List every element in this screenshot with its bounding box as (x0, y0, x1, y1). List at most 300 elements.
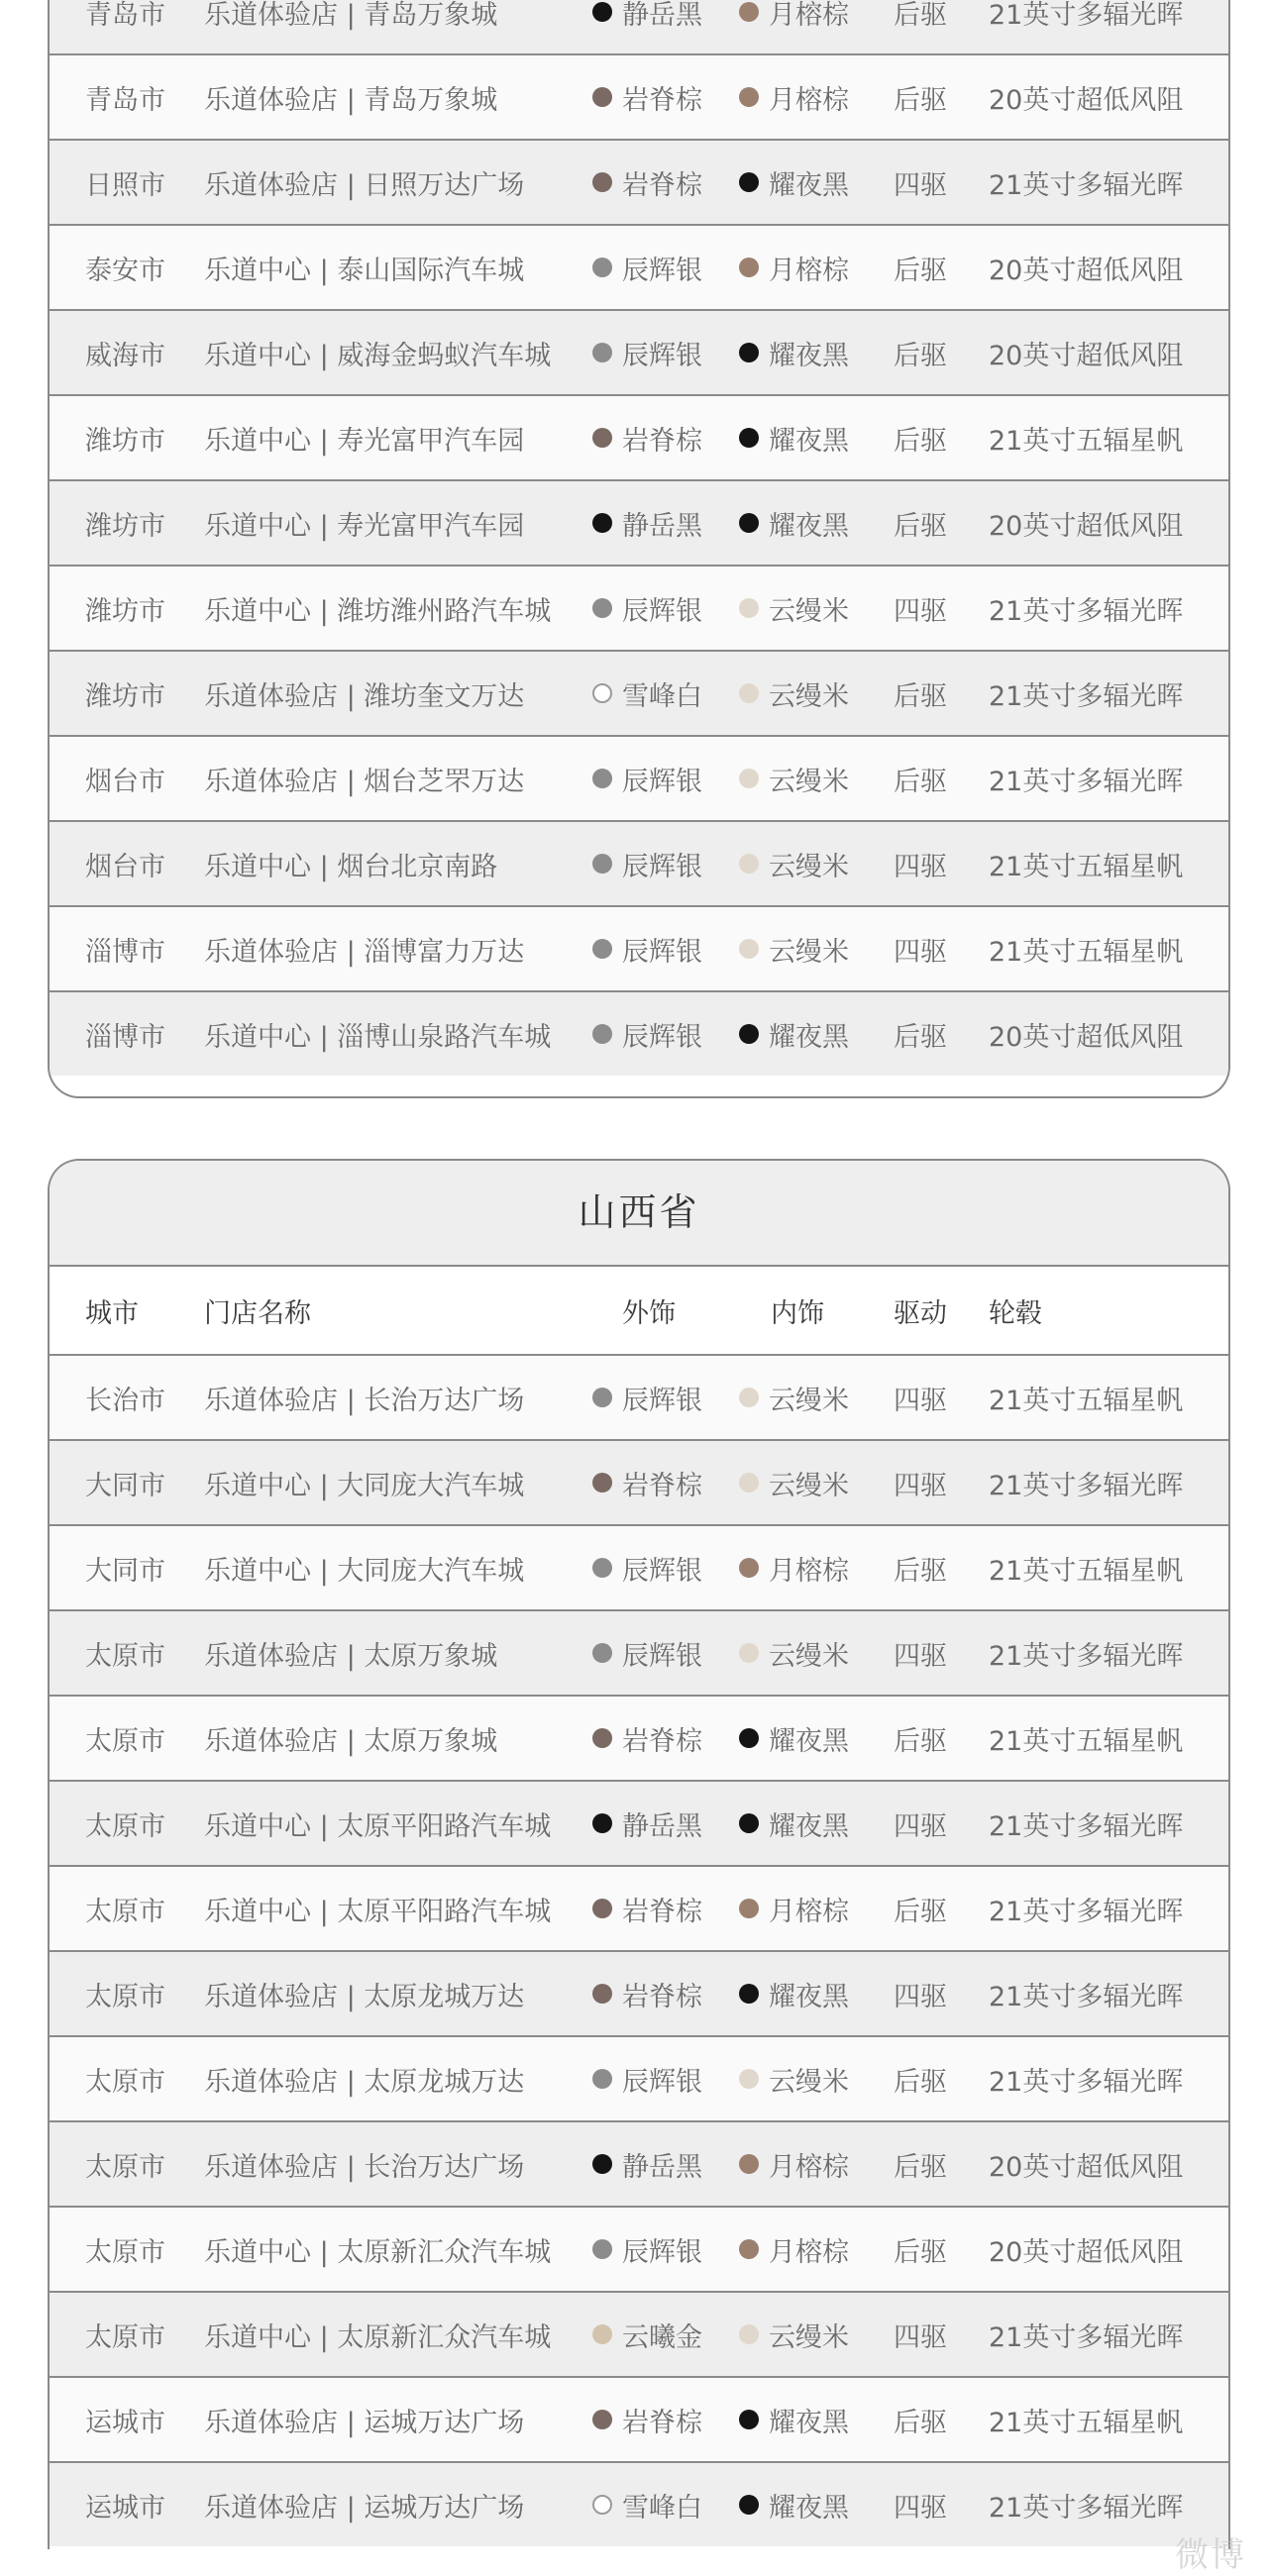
shanxi-table-card (48, 1159, 1230, 2549)
table-row (50, 1867, 1228, 1952)
cell-wheel: 20英寸超低风阻 (989, 510, 1184, 542)
cell-exterior (592, 2208, 702, 2291)
cell-drive: 四驱 (894, 1385, 947, 1416)
cell-city: 太原市 (85, 2066, 165, 2098)
cell-interior (739, 567, 849, 650)
table-row (50, 141, 1228, 226)
cell-interior-label: 月榕棕 (769, 0, 849, 31)
cell-interior (739, 0, 849, 53)
cell-interior-label: 云缦米 (769, 2066, 849, 2098)
cell-city: 长治市 (85, 1385, 165, 1416)
color-swatch (739, 1558, 759, 1578)
cell-interior-label: 耀夜黑 (769, 510, 849, 542)
cell-wheel: 21英寸五辐星帆 (989, 2407, 1184, 2438)
cell-drive: 后驱 (894, 84, 947, 116)
cell-interior-label: 耀夜黑 (769, 2407, 849, 2438)
cell-exterior (592, 652, 702, 735)
cell-drive: 后驱 (894, 2407, 947, 2438)
cell-interior (739, 2463, 849, 2546)
table-row (50, 2037, 1228, 2122)
cell-store: 乐道中心 | 太原新汇众汽车城 (204, 2321, 552, 2353)
cell-store: 乐道体验店 | 长治万达广场 (204, 2151, 525, 2183)
cell-wheel: 21英寸多辐光晖 (989, 1981, 1184, 2012)
table-row (50, 226, 1228, 311)
cell-exterior-label: 辰辉银 (622, 1385, 702, 1416)
cell-store: 乐道中心 | 烟台北京南路 (204, 851, 498, 882)
cell-city: 太原市 (85, 1810, 165, 1842)
color-swatch (739, 2410, 759, 2429)
cell-wheel: 21英寸多辐光晖 (989, 680, 1184, 712)
cell-interior (739, 1867, 849, 1950)
table-row (50, 0, 1228, 55)
cell-drive: 四驱 (894, 2492, 947, 2524)
cell-drive: 后驱 (894, 1896, 947, 1927)
cell-drive: 后驱 (894, 510, 947, 542)
color-swatch (739, 513, 759, 533)
color-swatch (592, 1813, 612, 1833)
watermark: 微博 (1175, 2535, 1246, 2575)
cell-store: 乐道中心 | 寿光富甲汽车园 (204, 425, 525, 457)
cell-store: 乐道中心 | 潍坊潍州路汽车城 (204, 595, 552, 627)
cell-interior-label: 云缦米 (769, 851, 849, 882)
color-swatch (592, 258, 612, 277)
cell-city: 淄博市 (85, 1021, 165, 1053)
cell-interior (739, 1526, 849, 1609)
color-swatch (592, 2410, 612, 2429)
cell-wheel: 20英寸超低风阻 (989, 2151, 1184, 2183)
table-header-row (50, 1267, 1228, 1356)
cell-exterior-label: 岩脊棕 (622, 1981, 702, 2012)
cell-exterior-label: 辰辉银 (622, 851, 702, 882)
cell-interior-label: 月榕棕 (769, 84, 849, 116)
color-swatch (739, 2495, 759, 2515)
table-row (50, 1356, 1228, 1441)
cell-interior-label: 耀夜黑 (769, 1725, 849, 1757)
cell-exterior (592, 2463, 702, 2546)
header-wheel: 轮毂 (989, 1297, 1042, 1329)
cell-wheel: 21英寸五辐星帆 (989, 1555, 1184, 1587)
cell-interior (739, 396, 849, 479)
cell-store: 乐道体验店 | 潍坊奎文万达 (204, 680, 525, 712)
cell-interior (739, 55, 849, 139)
cell-wheel: 20英寸超低风阻 (989, 255, 1184, 286)
cell-drive: 四驱 (894, 1981, 947, 2012)
cell-exterior (592, 2122, 702, 2206)
shandong-rows (50, 0, 1228, 1076)
color-swatch (592, 1643, 612, 1663)
cell-exterior-label: 岩脊棕 (622, 84, 702, 116)
color-swatch (592, 428, 612, 448)
cell-city: 青岛市 (85, 84, 165, 116)
cell-store: 乐道中心 | 太原平阳路汽车城 (204, 1896, 552, 1927)
color-swatch (739, 854, 759, 874)
color-swatch (592, 769, 612, 788)
color-swatch (592, 1558, 612, 1578)
cell-drive: 四驱 (894, 936, 947, 968)
color-swatch (592, 2324, 612, 2344)
cell-drive: 后驱 (894, 255, 947, 286)
color-swatch (592, 343, 612, 362)
cell-exterior-label: 辰辉银 (622, 1021, 702, 1053)
cell-interior-label: 云缦米 (769, 766, 849, 797)
cell-exterior (592, 992, 702, 1076)
color-swatch (739, 939, 759, 959)
cell-interior-label: 耀夜黑 (769, 1810, 849, 1842)
cell-exterior (592, 55, 702, 139)
cell-store: 乐道体验店 | 长治万达广场 (204, 1385, 525, 1416)
cell-wheel: 20英寸超低风阻 (989, 84, 1184, 116)
cell-wheel: 21英寸多辐光晖 (989, 2066, 1184, 2098)
cell-store: 乐道体验店 | 青岛万象城 (204, 0, 498, 31)
table-row (50, 2122, 1228, 2208)
color-swatch (739, 1388, 759, 1407)
cell-drive: 后驱 (894, 766, 947, 797)
cell-drive: 四驱 (894, 851, 947, 882)
cell-store: 乐道中心 | 大同庞大汽车城 (204, 1470, 525, 1501)
cell-drive: 四驱 (894, 169, 947, 201)
cell-exterior (592, 907, 702, 990)
color-swatch (592, 172, 612, 192)
color-swatch (739, 1813, 759, 1833)
cell-drive: 后驱 (894, 2236, 947, 2268)
cell-interior (739, 141, 849, 224)
color-swatch (592, 1024, 612, 1044)
table-row (50, 2208, 1228, 2293)
cell-wheel: 21英寸多辐光晖 (989, 1810, 1184, 1842)
cell-store: 乐道体验店 | 太原万象城 (204, 1725, 498, 1757)
cell-wheel: 21英寸多辐光晖 (989, 1470, 1184, 1501)
cell-wheel: 21英寸五辐星帆 (989, 1385, 1184, 1416)
cell-drive: 四驱 (894, 1810, 947, 1842)
cell-exterior (592, 1867, 702, 1950)
table-row (50, 652, 1228, 737)
cell-exterior (592, 567, 702, 650)
cell-interior-label: 月榕棕 (769, 1555, 849, 1587)
table-row (50, 907, 1228, 992)
cell-store: 乐道中心 | 淄博山泉路汽车城 (204, 1021, 552, 1053)
cell-city: 潍坊市 (85, 680, 165, 712)
color-swatch (739, 1024, 759, 1044)
color-swatch (739, 258, 759, 277)
cell-exterior (592, 822, 702, 905)
color-swatch (739, 2239, 759, 2259)
table-row (50, 1441, 1228, 1526)
cell-drive: 后驱 (894, 0, 947, 31)
cell-drive: 后驱 (894, 2066, 947, 2098)
cell-interior (739, 2293, 849, 2376)
cell-exterior-label: 岩脊棕 (622, 1470, 702, 1501)
cell-city: 潍坊市 (85, 595, 165, 627)
cell-wheel: 20英寸超低风阻 (989, 340, 1184, 371)
table-row (50, 1611, 1228, 1697)
cell-exterior (592, 226, 702, 309)
cell-interior (739, 1356, 849, 1439)
cell-exterior-label: 岩脊棕 (622, 2407, 702, 2438)
color-swatch (592, 2495, 612, 2515)
cell-exterior-label: 岩脊棕 (622, 1896, 702, 1927)
cell-store: 乐道体验店 | 运城万达广场 (204, 2407, 525, 2438)
cell-drive: 后驱 (894, 680, 947, 712)
cell-exterior-label: 静岳黑 (622, 1810, 702, 1842)
color-swatch (739, 1728, 759, 1748)
table-row (50, 992, 1228, 1076)
cell-exterior-label: 辰辉银 (622, 936, 702, 968)
cell-wheel: 21英寸多辐光晖 (989, 169, 1184, 201)
cell-interior (739, 1952, 849, 2035)
cell-interior (739, 652, 849, 735)
cell-city: 烟台市 (85, 766, 165, 797)
cell-interior-label: 云缦米 (769, 1640, 849, 1672)
color-swatch (592, 2154, 612, 2174)
table-row (50, 396, 1228, 481)
shandong-table-card (48, 0, 1230, 1098)
cell-exterior (592, 1697, 702, 1780)
cell-wheel: 21英寸多辐光晖 (989, 1640, 1184, 1672)
color-swatch (739, 769, 759, 788)
cell-interior-label: 月榕棕 (769, 2236, 849, 2268)
cell-interior-label: 月榕棕 (769, 2151, 849, 2183)
cell-exterior (592, 1526, 702, 1609)
cell-wheel: 21英寸多辐光晖 (989, 766, 1184, 797)
cell-exterior (592, 396, 702, 479)
color-swatch (739, 1899, 759, 1918)
cell-wheel: 21英寸五辐星帆 (989, 851, 1184, 882)
cell-wheel: 21英寸多辐光晖 (989, 2492, 1184, 2524)
cell-store: 乐道体验店 | 运城万达广场 (204, 2492, 525, 2524)
cell-drive: 四驱 (894, 595, 947, 627)
cell-interior-label: 耀夜黑 (769, 340, 849, 371)
table-row (50, 822, 1228, 907)
cell-interior-label: 云缦米 (769, 1470, 849, 1501)
cell-drive: 四驱 (894, 2321, 947, 2353)
cell-interior (739, 2037, 849, 2120)
cell-city: 威海市 (85, 340, 165, 371)
table-row (50, 1526, 1228, 1611)
color-swatch (592, 87, 612, 107)
color-swatch (592, 598, 612, 618)
color-swatch (739, 1473, 759, 1493)
table-row (50, 737, 1228, 822)
cell-wheel: 21英寸五辐星帆 (989, 425, 1184, 457)
cell-wheel: 21英寸多辐光晖 (989, 2321, 1184, 2353)
cell-store: 乐道中心 | 太原新汇众汽车城 (204, 2236, 552, 2268)
cell-exterior-label: 云曦金 (622, 2321, 702, 2353)
cell-store: 乐道体验店 | 太原龙城万达 (204, 2066, 525, 2098)
cell-wheel: 21英寸多辐光晖 (989, 595, 1184, 627)
cell-city: 太原市 (85, 1640, 165, 1672)
cell-exterior-label: 岩脊棕 (622, 169, 702, 201)
cell-exterior-label: 辰辉银 (622, 2236, 702, 2268)
cell-interior (739, 737, 849, 820)
cell-city: 运城市 (85, 2407, 165, 2438)
cell-interior (739, 992, 849, 1076)
cell-city: 太原市 (85, 2151, 165, 2183)
color-swatch (739, 598, 759, 618)
cell-city: 潍坊市 (85, 510, 165, 542)
cell-exterior (592, 2037, 702, 2120)
cell-drive: 后驱 (894, 1725, 947, 1757)
cell-city: 青岛市 (85, 0, 165, 31)
cell-interior (739, 822, 849, 905)
cell-interior (739, 907, 849, 990)
cell-exterior (592, 2378, 702, 2461)
color-swatch (592, 2, 612, 22)
cell-interior-label: 云缦米 (769, 2321, 849, 2353)
table-row (50, 2378, 1228, 2463)
table-row (50, 481, 1228, 567)
color-swatch (592, 1984, 612, 2004)
shanxi-rows (50, 1356, 1228, 2546)
color-swatch (739, 2154, 759, 2174)
color-swatch (592, 1728, 612, 1748)
color-swatch (739, 1984, 759, 2004)
cell-wheel: 20英寸超低风阻 (989, 2236, 1184, 2268)
cell-exterior-label: 辰辉银 (622, 2066, 702, 2098)
cell-exterior (592, 737, 702, 820)
cell-exterior-label: 雪峰白 (622, 2492, 702, 2524)
cell-exterior-label: 辰辉银 (622, 1640, 702, 1672)
color-swatch (739, 2069, 759, 2089)
cell-interior-label: 耀夜黑 (769, 2492, 849, 2524)
cell-interior (739, 226, 849, 309)
cell-interior (739, 1782, 849, 1865)
color-swatch (739, 87, 759, 107)
cell-store: 乐道中心 | 大同庞大汽车城 (204, 1555, 525, 1587)
cell-exterior-label: 静岳黑 (622, 2151, 702, 2183)
cell-wheel: 21英寸五辐星帆 (989, 936, 1184, 968)
cell-city: 运城市 (85, 2492, 165, 2524)
cell-city: 淄博市 (85, 936, 165, 968)
table-row (50, 2293, 1228, 2378)
cell-store: 乐道中心 | 太原平阳路汽车城 (204, 1810, 552, 1842)
cell-store: 乐道体验店 | 青岛万象城 (204, 84, 498, 116)
cell-exterior (592, 1611, 702, 1695)
cell-store: 乐道体验店 | 日照万达广场 (204, 169, 525, 201)
cell-exterior-label: 辰辉银 (622, 595, 702, 627)
province-title: 山西省 (50, 1161, 1228, 1267)
cell-city: 大同市 (85, 1555, 165, 1587)
cell-store: 乐道中心 | 泰山国际汽车城 (204, 255, 525, 286)
cell-city: 太原市 (85, 1981, 165, 2012)
cell-interior-label: 云缦米 (769, 936, 849, 968)
header-interior: 内饰 (771, 1297, 824, 1329)
cell-interior-label: 耀夜黑 (769, 1981, 849, 2012)
cell-city: 太原市 (85, 1896, 165, 1927)
cell-city: 潍坊市 (85, 425, 165, 457)
cell-store: 乐道体验店 | 太原万象城 (204, 1640, 498, 1672)
table-row (50, 55, 1228, 141)
cell-interior (739, 1441, 849, 1524)
cell-interior (739, 1611, 849, 1695)
cell-exterior-label: 静岳黑 (622, 0, 702, 31)
table-row (50, 311, 1228, 396)
cell-exterior (592, 141, 702, 224)
color-swatch (592, 1899, 612, 1918)
cell-exterior-label: 静岳黑 (622, 510, 702, 542)
cell-exterior-label: 岩脊棕 (622, 425, 702, 457)
cell-exterior (592, 311, 702, 394)
color-swatch (592, 1473, 612, 1493)
cell-store: 乐道体验店 | 烟台芝罘万达 (204, 766, 525, 797)
cell-interior (739, 481, 849, 565)
cell-store: 乐道体验店 | 淄博富力万达 (204, 936, 525, 968)
cell-city: 烟台市 (85, 851, 165, 882)
cell-exterior (592, 1782, 702, 1865)
cell-interior-label: 云缦米 (769, 1385, 849, 1416)
header-store: 门店名称 (204, 1297, 311, 1329)
cell-wheel: 21英寸多辐光晖 (989, 0, 1184, 31)
cell-city: 太原市 (85, 2236, 165, 2268)
cell-exterior (592, 481, 702, 565)
cell-interior (739, 2378, 849, 2461)
cell-interior (739, 2208, 849, 2291)
color-swatch (592, 1388, 612, 1407)
cell-interior-label: 耀夜黑 (769, 169, 849, 201)
cell-exterior-label: 辰辉银 (622, 1555, 702, 1587)
cell-exterior (592, 1441, 702, 1524)
cell-store: 乐道中心 | 寿光富甲汽车园 (204, 510, 525, 542)
cell-exterior-label: 辰辉银 (622, 766, 702, 797)
cell-exterior (592, 1356, 702, 1439)
color-swatch (592, 683, 612, 703)
cell-drive: 后驱 (894, 2151, 947, 2183)
cell-store: 乐道体验店 | 太原龙城万达 (204, 1981, 525, 2012)
cell-exterior-label: 辰辉银 (622, 340, 702, 371)
color-swatch (739, 1643, 759, 1663)
cell-exterior (592, 2293, 702, 2376)
cell-wheel: 20英寸超低风阻 (989, 1021, 1184, 1053)
table-row (50, 2463, 1228, 2546)
table-row (50, 1697, 1228, 1782)
table-row (50, 1952, 1228, 2037)
cell-drive: 四驱 (894, 1640, 947, 1672)
cell-exterior-label: 岩脊棕 (622, 1725, 702, 1757)
cell-store: 乐道中心 | 威海金蚂蚁汽车城 (204, 340, 552, 371)
cell-exterior-label: 雪峰白 (622, 680, 702, 712)
color-swatch (592, 854, 612, 874)
header-drive: 驱动 (894, 1297, 947, 1329)
color-swatch (739, 428, 759, 448)
cell-drive: 后驱 (894, 340, 947, 371)
cell-interior (739, 2122, 849, 2206)
color-swatch (739, 343, 759, 362)
cell-drive: 四驱 (894, 1470, 947, 1501)
cell-drive: 后驱 (894, 1555, 947, 1587)
cell-city: 泰安市 (85, 255, 165, 286)
cell-interior-label: 月榕棕 (769, 255, 849, 286)
cell-exterior-label: 辰辉银 (622, 255, 702, 286)
cell-wheel: 21英寸多辐光晖 (989, 1896, 1184, 1927)
color-swatch (739, 2, 759, 22)
cell-city: 日照市 (85, 169, 165, 201)
color-swatch (739, 172, 759, 192)
cell-interior (739, 311, 849, 394)
cell-drive: 后驱 (894, 425, 947, 457)
color-swatch (592, 2069, 612, 2089)
color-swatch (592, 939, 612, 959)
cell-interior-label: 月榕棕 (769, 1896, 849, 1927)
color-swatch (592, 513, 612, 533)
cell-interior-label: 云缦米 (769, 595, 849, 627)
cell-city: 太原市 (85, 2321, 165, 2353)
cell-interior-label: 耀夜黑 (769, 425, 849, 457)
table-row (50, 567, 1228, 652)
color-swatch (739, 2324, 759, 2344)
table-row (50, 1782, 1228, 1867)
header-city: 城市 (85, 1297, 139, 1329)
cell-interior-label: 耀夜黑 (769, 1021, 849, 1053)
cell-drive: 后驱 (894, 1021, 947, 1053)
